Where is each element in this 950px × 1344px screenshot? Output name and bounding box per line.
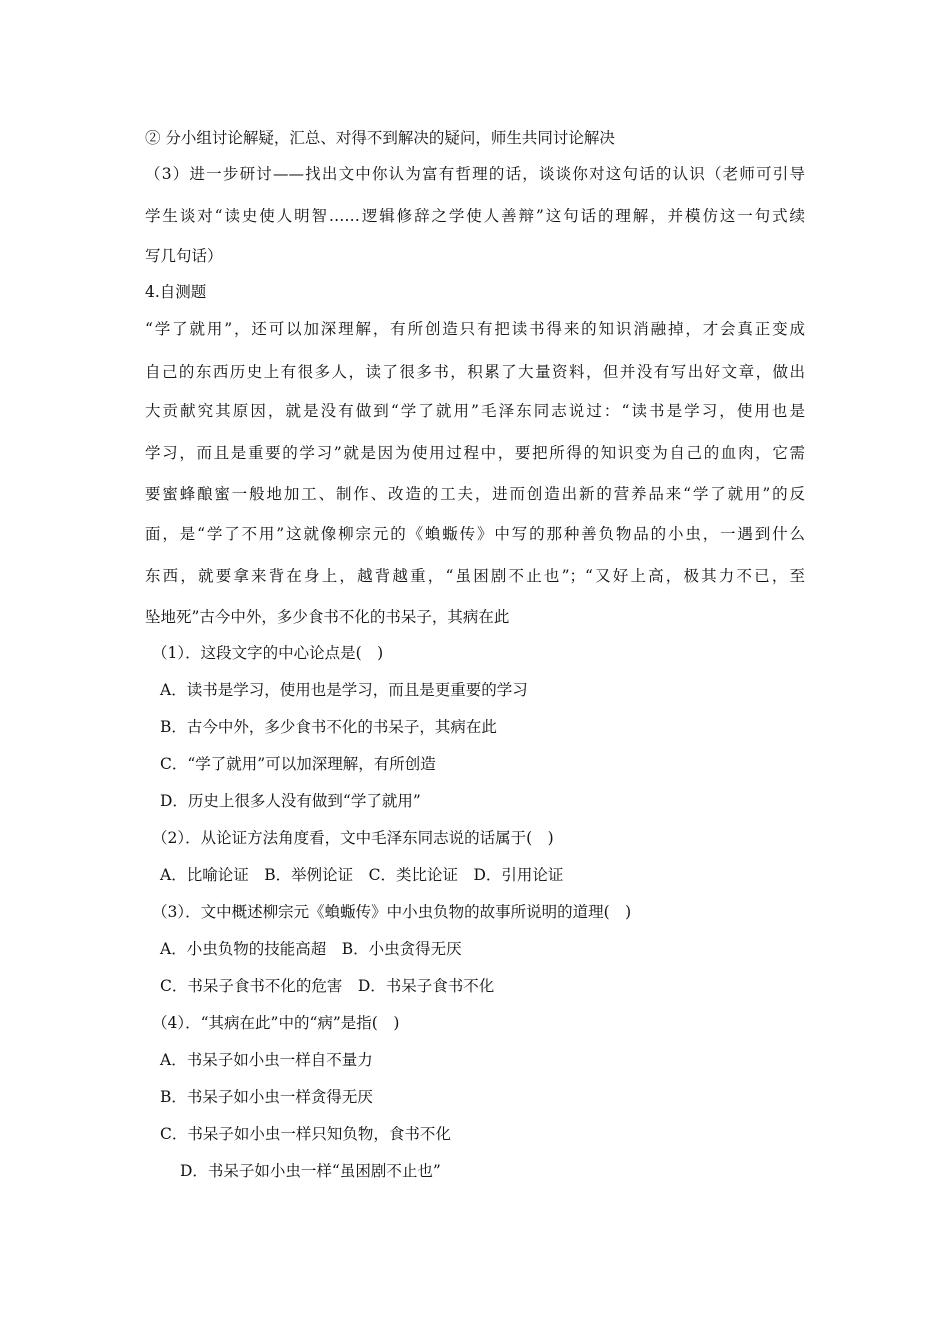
question-1-option-c: C．“学了就用”可以加深理解，有所创造 (160, 755, 436, 773)
question-1-option-d: D．历史上很多人没有做到“学了就用” (160, 792, 421, 810)
question-4-option-d: D．书呆子如小虫一样“虽困剧不止也” (180, 1162, 441, 1180)
question-4-stem: （4）．“其病在此”中的“病”是指( ) (152, 1014, 400, 1032)
passage-line-2: 自己的东西历史上有很多人，读了很多书，积累了大量资料，但并没有写出好文章，做出 (145, 363, 805, 381)
passage-line-8: 坠地死”古今中外，多少食书不化的书呆子，其病在此 (145, 608, 510, 626)
discussion-step-3-line-3: 写几句话） (145, 247, 223, 265)
question-2-options: A．比喻论证 B．举例论证 C．类比论证 D．引用论证 (160, 866, 564, 884)
passage-line-3: 大贡献究其原因，就是没有做到“学了就用”毛泽东同志说过：“读书是学习，使用也是 (145, 402, 805, 420)
passage-line-1: “学了就用”，还可以加深理解，有所创造只有把读书得来的知识消融掉，才会真正变成 (145, 320, 805, 338)
self-test-heading: 4.自测题 (145, 283, 207, 301)
discussion-step-2: ② 分小组讨论解疑，汇总、对得不到解决的疑问，师生共同讨论解决 (145, 129, 615, 147)
discussion-step-3-line-1: （3）进一步研讨——找出文中你认为富有哲理的话，谈谈你对这句话的认识（老师可引导 (145, 165, 805, 183)
question-3-options-cd: C．书呆子食书不化的危害 D．书呆子食书不化 (160, 977, 495, 995)
discussion-step-3-line-2: 学生谈对“读史使人明智……逻辑修辞之学使人善辩”这句话的理解，并模仿这一句式续 (145, 207, 805, 225)
question-4-option-b: B．书呆子如小虫一样贪得无厌 (160, 1088, 373, 1106)
question-4-option-a: A．书呆子如小虫一样自不量力 (160, 1051, 373, 1069)
question-4-option-c: C．书呆子如小虫一样只知负物，食书不化 (160, 1125, 451, 1143)
question-1-option-b: B．古今中外，多少食书不化的书呆子，其病在此 (160, 718, 497, 736)
passage-line-6: 面，是“学了不用”这就像柳宗元的《蝜蝂传》中写的那种善负物品的小虫，一遇到什么 (145, 525, 805, 543)
passage-line-7: 东西，就要拿来背在身上，越背越重，“虽困剧不止也”；“又好上高，极其力不已，至 (145, 567, 805, 585)
question-1-option-a: A．读书是学习，使用也是学习，而且是更重要的学习 (160, 681, 528, 699)
question-3-stem: （3）．文中概述柳宗元《蝜蝂传》中小虫负物的故事所说明的道理( ) (152, 903, 632, 921)
question-3-options-ab: A．小虫负物的技能高超 B．小虫贪得无厌 (160, 940, 462, 958)
passage-line-4: 学习，而且是重要的学习”就是因为使用过程中，要把所得的知识变为自己的血肉，它需 (145, 444, 805, 462)
question-2-stem: （2）．从论证方法角度看，文中毛泽东同志说的话属于( ) (152, 829, 554, 847)
passage-line-5: 要蜜蜂酿蜜一般地加工、制作、改造的工夫，进而创造出新的营养品来“学了就用”的反 (145, 485, 805, 503)
question-1-stem: （1）．这段文字的中心论点是( ) (152, 644, 384, 662)
